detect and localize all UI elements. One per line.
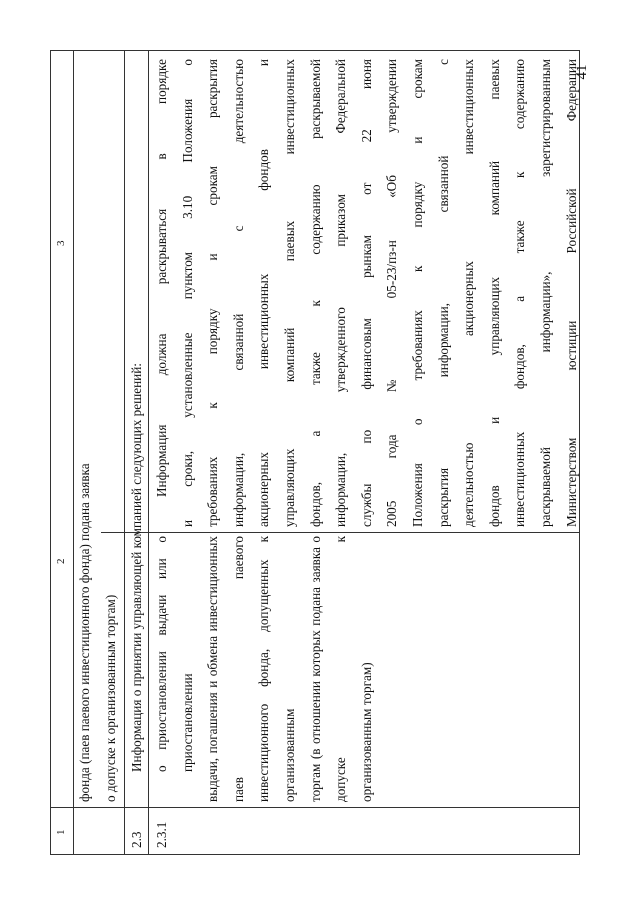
row-2-3-1-number: 2.3.1 — [154, 821, 169, 848]
disclosure-line: акционерных инвестиционных фондов и — [256, 59, 272, 527]
header-col-3: 3 — [55, 240, 67, 246]
continuation-line: о допуске к организованным торгам) — [103, 594, 118, 802]
disclosure-line: деятельностью акционерных инвестиционных — [461, 59, 477, 527]
column-divider-1 — [51, 807, 579, 808]
disclosure-line: управляющих компаний паевых инвестиционных — [281, 59, 297, 527]
decision-line: выдачи, погашения и обмена инвестиционных паев паевого — [205, 536, 246, 802]
decision-line: организованным торгам) — [358, 662, 374, 802]
disclosure-line: 2005 года № 05-23/пз-н «Об утверждении — [384, 59, 400, 527]
page-number: 41 — [574, 64, 590, 80]
regulation-table — [50, 50, 580, 855]
row-2-3-1-decision-text — [149, 536, 379, 802]
disclosure-line: раскрываемой информации», зарегистрированным — [537, 59, 553, 527]
disclosure-line: инвестиционных фондов, а также к содержанию — [512, 59, 528, 527]
header-col-2: 2 — [55, 558, 67, 564]
table-header-row — [51, 51, 74, 854]
disclosure-line: информации, утвержденного приказом Федеральной — [333, 59, 349, 527]
decision-line: торгам (в отношении которых подана заявка о допуске к — [307, 536, 349, 802]
disclosure-line: требованиях к порядку и срокам раскрытия — [205, 59, 221, 527]
disclosure-line: службы по финансовым рынкам от 22 июня — [358, 59, 374, 527]
row-2-3-1-disclosure-text — [149, 59, 584, 527]
header-col-1: 1 — [55, 829, 67, 835]
continuation-line: фонда (паев паевого инвестиционного фонда) подана заявка — [77, 463, 92, 802]
column-divider-2 — [101, 532, 579, 533]
disclosure-line: фондов, а также к содержанию раскрываемой — [307, 59, 323, 527]
disclosure-line: Положения о требованиях к порядку и срокам — [409, 59, 425, 527]
row-2-3-text: Информация о принятии управляющей компанией следующих решений: — [129, 363, 144, 772]
decision-line: инвестиционного фонда, допущенных к организованным — [256, 536, 297, 802]
disclosure-line: Министерством юстиции Российской Федерации — [563, 59, 579, 527]
disclosure-line: Информация должна раскрываться в порядке — [154, 59, 169, 497]
continuation-text — [72, 463, 124, 802]
disclosure-line: раскрытия информации, связанной с — [435, 59, 451, 527]
decision-line: о приостановлении выдачи или о приостановлении — [154, 536, 195, 772]
disclosure-line: фондов и управляющих компаний паевых — [486, 59, 502, 527]
disclosure-line: и сроки, установленные пунктом 3.10 Положения о — [179, 59, 195, 527]
rotated-content — [50, 50, 580, 855]
row-2-3-number: 2.3 — [129, 831, 144, 848]
disclosure-line: информации, связанной с деятельностью — [230, 59, 246, 527]
